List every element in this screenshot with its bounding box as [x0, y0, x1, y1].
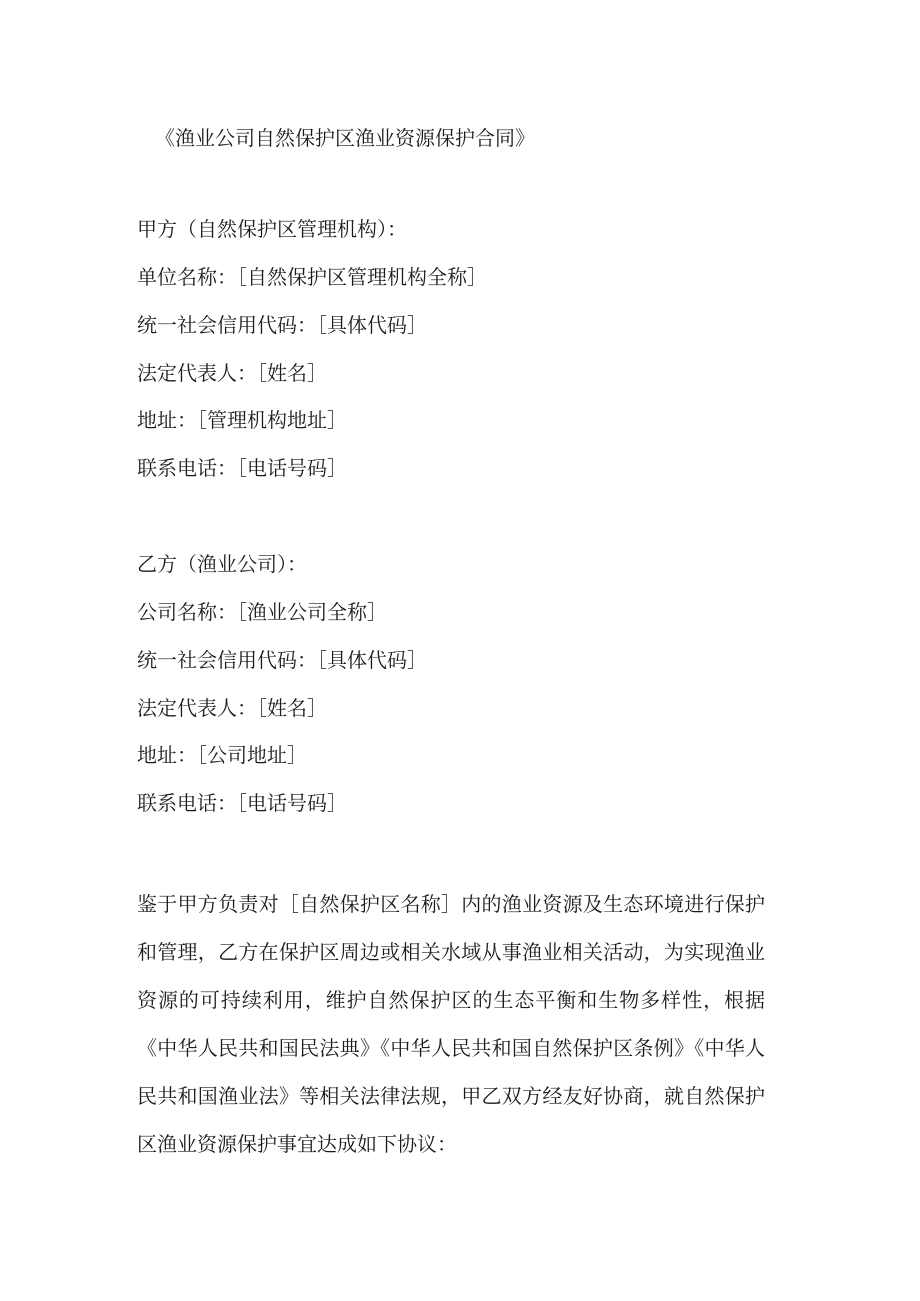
party-b-legal-rep: 法定代表人：［姓名］: [137, 696, 327, 720]
party-a-credit-code: 统一社会信用代码：［具体代码］: [137, 313, 427, 337]
party-b-company-name: 公司名称：［渔业公司全称］: [137, 600, 387, 624]
party-b-heading: 乙方（渔业公司）：: [137, 552, 307, 576]
party-b-address: 地址：［公司地址］: [137, 743, 307, 767]
document-title: 《渔业公司自然保护区渔业资源保护合同》: [155, 126, 535, 150]
party-a-heading: 甲方（自然保护区管理机构）：: [137, 217, 407, 241]
party-b-phone: 联系电话：［电话号码］: [137, 791, 347, 815]
party-a-address: 地址：［管理机构地址］: [137, 408, 347, 432]
party-b-credit-code: 统一社会信用代码：［具体代码］: [137, 648, 427, 672]
party-a-phone: 联系电话：［电话号码］: [137, 456, 347, 480]
party-a-unit-name: 单位名称：［自然保护区管理机构全称］: [137, 265, 487, 289]
party-a-legal-rep: 法定代表人：［姓名］: [137, 361, 327, 385]
preamble-paragraph: 鉴于甲方负责对［自然保护区名称］内的渔业资源及生态环境进行保护和管理，乙方在保护区周边或相关水域从事渔业相关活动，为实现渔业资源的可持续利用，维护自然保护区的生态平衡和生物多样性，根据《中华人民共和国民法典》《中华人民共和国自然保护区条例》《中华人民共和国渔业法》等相关法律法规，甲乙双方经友好协商，就自然保护区渔业资源保护事宜达成如下协议：: [137, 892, 765, 1156]
